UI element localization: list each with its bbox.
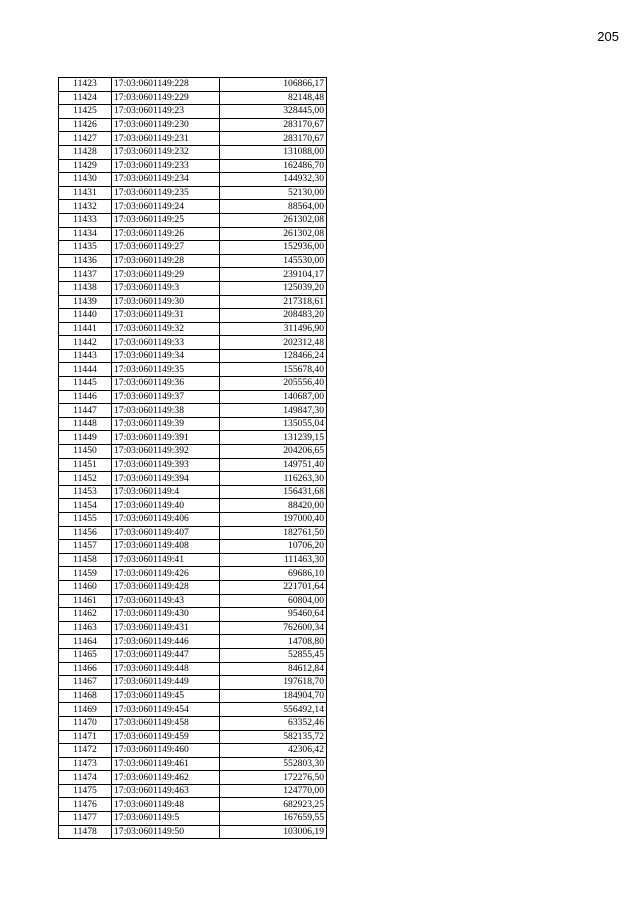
table-row: [59, 132, 327, 146]
row-number-cell: 11434: [59, 227, 112, 241]
cadastral-number-cell: 17:03:0601149:28: [112, 254, 220, 268]
cadastral-value-cell: 221701,64: [220, 580, 327, 594]
row-number-cell: 11464: [59, 635, 112, 649]
row-number-cell: 11451: [59, 458, 112, 472]
table-row: [59, 635, 327, 649]
cadastral-value-cell: 144932,30: [220, 173, 327, 187]
table-row: [59, 349, 327, 363]
cadastral-value-cell: 197000,40: [220, 513, 327, 527]
cadastral-value-cell: 556492,14: [220, 703, 327, 717]
cadastral-number-cell: 17:03:0601149:27: [112, 241, 220, 255]
cadastral-value-cell: 52855,45: [220, 648, 327, 662]
row-number-cell: 11477: [59, 812, 112, 826]
cadastral-number-cell: 17:03:0601149:463: [112, 784, 220, 798]
cadastral-value-cell: 328445,00: [220, 105, 327, 119]
row-number-cell: 11447: [59, 404, 112, 418]
cadastral-value-cell: 88564,00: [220, 200, 327, 214]
cadastral-number-cell: 17:03:0601149:234: [112, 173, 220, 187]
table-row: [59, 771, 327, 785]
cadastral-value-cell: 14708,80: [220, 635, 327, 649]
table-row: [59, 567, 327, 581]
cadastral-number-cell: 17:03:0601149:392: [112, 445, 220, 459]
cadastral-value-cell: 124770,00: [220, 784, 327, 798]
table-row: [59, 594, 327, 608]
row-number-cell: 11435: [59, 241, 112, 255]
cadastral-value-cell: 155678,40: [220, 363, 327, 377]
cadastral-number-cell: 17:03:0601149:35: [112, 363, 220, 377]
row-number-cell: 11450: [59, 445, 112, 459]
cadastral-number-cell: 17:03:0601149:30: [112, 295, 220, 309]
cadastral-number-cell: 17:03:0601149:233: [112, 159, 220, 173]
row-number-cell: 11445: [59, 377, 112, 391]
cadastral-number-cell: 17:03:0601149:460: [112, 744, 220, 758]
table-row: [59, 553, 327, 567]
cadastral-number-cell: 17:03:0601149:431: [112, 621, 220, 635]
table-row: [59, 757, 327, 771]
row-number-cell: 11431: [59, 186, 112, 200]
row-number-cell: 11470: [59, 716, 112, 730]
cadastral-number-cell: 17:03:0601149:407: [112, 526, 220, 540]
cadastral-value-cell: 182761,50: [220, 526, 327, 540]
row-number-cell: 11436: [59, 254, 112, 268]
cadastral-value-cell: 184904,70: [220, 689, 327, 703]
cadastral-value-table: [58, 77, 327, 839]
table-row: [59, 703, 327, 717]
cadastral-number-cell: 17:03:0601149:232: [112, 145, 220, 159]
cadastral-number-cell: 17:03:0601149:5: [112, 812, 220, 826]
cadastral-number-cell: 17:03:0601149:48: [112, 798, 220, 812]
row-number-cell: 11475: [59, 784, 112, 798]
cadastral-number-cell: 17:03:0601149:231: [112, 132, 220, 146]
table-row: [59, 689, 327, 703]
cadastral-number-cell: 17:03:0601149:31: [112, 309, 220, 323]
cadastral-value-cell: 239104,17: [220, 268, 327, 282]
row-number-cell: 11463: [59, 621, 112, 635]
table-row: [59, 118, 327, 132]
cadastral-number-cell: 17:03:0601149:29: [112, 268, 220, 282]
table-row: [59, 812, 327, 826]
cadastral-value-cell: 167659,55: [220, 812, 327, 826]
table-row: [59, 621, 327, 635]
cadastral-value-cell: 140687,00: [220, 390, 327, 404]
cadastral-number-cell: 17:03:0601149:26: [112, 227, 220, 241]
cadastral-value-cell: 149751,40: [220, 458, 327, 472]
cadastral-value-cell: 111463,30: [220, 553, 327, 567]
cadastral-value-cell: 125039,20: [220, 281, 327, 295]
cadastral-number-cell: 17:03:0601149:38: [112, 404, 220, 418]
table-row: [59, 431, 327, 445]
cadastral-number-cell: 17:03:0601149:23: [112, 105, 220, 119]
row-number-cell: 11430: [59, 173, 112, 187]
cadastral-value-cell: 128466,24: [220, 349, 327, 363]
row-number-cell: 11444: [59, 363, 112, 377]
row-number-cell: 11424: [59, 91, 112, 105]
cadastral-value-cell: 261302,08: [220, 227, 327, 241]
table-row: [59, 281, 327, 295]
table-row: [59, 91, 327, 105]
cadastral-number-cell: 17:03:0601149:461: [112, 757, 220, 771]
table-row: [59, 309, 327, 323]
cadastral-number-cell: 17:03:0601149:50: [112, 825, 220, 839]
cadastral-value-cell: 283170,67: [220, 132, 327, 146]
row-number-cell: 11467: [59, 676, 112, 690]
cadastral-value-cell: 69686,10: [220, 567, 327, 581]
table-row: [59, 159, 327, 173]
row-number-cell: 11460: [59, 580, 112, 594]
row-number-cell: 11439: [59, 295, 112, 309]
cadastral-value-cell: 103006,19: [220, 825, 327, 839]
row-number-cell: 11423: [59, 78, 112, 92]
table-row: [59, 716, 327, 730]
cadastral-value-cell: 197618,70: [220, 676, 327, 690]
cadastral-value-cell: 106866,17: [220, 78, 327, 92]
table-row: [59, 580, 327, 594]
cadastral-value-cell: 311496,90: [220, 322, 327, 336]
table-row: [59, 336, 327, 350]
row-number-cell: 11474: [59, 771, 112, 785]
cadastral-value-cell: 95460,64: [220, 608, 327, 622]
cadastral-number-cell: 17:03:0601149:33: [112, 336, 220, 350]
table-row: [59, 213, 327, 227]
table-row: [59, 254, 327, 268]
row-number-cell: 11466: [59, 662, 112, 676]
cadastral-value-cell: 145530,00: [220, 254, 327, 268]
table-row: [59, 513, 327, 527]
table-row: [59, 608, 327, 622]
cadastral-value-cell: 10706,20: [220, 540, 327, 554]
cadastral-number-cell: 17:03:0601149:406: [112, 513, 220, 527]
table-row: [59, 200, 327, 214]
row-number-cell: 11465: [59, 648, 112, 662]
row-number-cell: 11473: [59, 757, 112, 771]
row-number-cell: 11449: [59, 431, 112, 445]
cadastral-number-cell: 17:03:0601149:428: [112, 580, 220, 594]
cadastral-value-cell: 131088,00: [220, 145, 327, 159]
table-row: [59, 458, 327, 472]
cadastral-value-cell: 172276,50: [220, 771, 327, 785]
cadastral-value-cell: 682923,25: [220, 798, 327, 812]
cadastral-number-cell: 17:03:0601149:34: [112, 349, 220, 363]
cadastral-number-cell: 17:03:0601149:32: [112, 322, 220, 336]
cadastral-number-cell: 17:03:0601149:462: [112, 771, 220, 785]
cadastral-number-cell: 17:03:0601149:45: [112, 689, 220, 703]
cadastral-value-cell: 582135,72: [220, 730, 327, 744]
cadastral-number-cell: 17:03:0601149:43: [112, 594, 220, 608]
row-number-cell: 11427: [59, 132, 112, 146]
cadastral-number-cell: 17:03:0601149:430: [112, 608, 220, 622]
table-row: [59, 540, 327, 554]
row-number-cell: 11437: [59, 268, 112, 282]
table-row: [59, 377, 327, 391]
row-number-cell: 11457: [59, 540, 112, 554]
cadastral-number-cell: 17:03:0601149:25: [112, 213, 220, 227]
cadastral-value-cell: 88420,00: [220, 499, 327, 513]
table-row: [59, 322, 327, 336]
table-body: [59, 78, 327, 839]
table-row: [59, 417, 327, 431]
table-row: [59, 798, 327, 812]
cadastral-value-cell: 63352,46: [220, 716, 327, 730]
cadastral-value-cell: 116263,30: [220, 472, 327, 486]
row-number-cell: 11448: [59, 417, 112, 431]
cadastral-value-cell: 762600,34: [220, 621, 327, 635]
row-number-cell: 11468: [59, 689, 112, 703]
row-number-cell: 11452: [59, 472, 112, 486]
cadastral-number-cell: 17:03:0601149:446: [112, 635, 220, 649]
cadastral-value-cell: 204206,65: [220, 445, 327, 459]
cadastral-number-cell: 17:03:0601149:408: [112, 540, 220, 554]
cadastral-value-cell: 82148,48: [220, 91, 327, 105]
table-row: [59, 648, 327, 662]
row-number-cell: 11462: [59, 608, 112, 622]
row-number-cell: 11425: [59, 105, 112, 119]
table-row: [59, 784, 327, 798]
table-row: [59, 145, 327, 159]
cadastral-number-cell: 17:03:0601149:40: [112, 499, 220, 513]
cadastral-value-cell: 261302,08: [220, 213, 327, 227]
cadastral-number-cell: 17:03:0601149:454: [112, 703, 220, 717]
cadastral-value-cell: 162486,70: [220, 159, 327, 173]
page-number: 205: [597, 29, 619, 44]
cadastral-number-cell: 17:03:0601149:229: [112, 91, 220, 105]
table-row: [59, 173, 327, 187]
cadastral-number-cell: 17:03:0601149:394: [112, 472, 220, 486]
table-row: [59, 268, 327, 282]
cadastral-value-cell: 552803,30: [220, 757, 327, 771]
cadastral-value-cell: 52130,00: [220, 186, 327, 200]
row-number-cell: 11440: [59, 309, 112, 323]
row-number-cell: 11455: [59, 513, 112, 527]
cadastral-number-cell: 17:03:0601149:41: [112, 553, 220, 567]
row-number-cell: 11453: [59, 485, 112, 499]
cadastral-value-cell: 156431,68: [220, 485, 327, 499]
row-number-cell: 11472: [59, 744, 112, 758]
cadastral-number-cell: 17:03:0601149:459: [112, 730, 220, 744]
cadastral-value-cell: 149847,30: [220, 404, 327, 418]
cadastral-value-cell: 217318,61: [220, 295, 327, 309]
row-number-cell: 11476: [59, 798, 112, 812]
cadastral-value-cell: 131239,15: [220, 431, 327, 445]
row-number-cell: 11432: [59, 200, 112, 214]
table-row: [59, 78, 327, 92]
cadastral-number-cell: 17:03:0601149:447: [112, 648, 220, 662]
row-number-cell: 11458: [59, 553, 112, 567]
table-row: [59, 404, 327, 418]
cadastral-value-cell: 152936,00: [220, 241, 327, 255]
cadastral-value-cell: 135055,04: [220, 417, 327, 431]
cadastral-number-cell: 17:03:0601149:393: [112, 458, 220, 472]
row-number-cell: 11438: [59, 281, 112, 295]
row-number-cell: 11471: [59, 730, 112, 744]
table-row: [59, 472, 327, 486]
table-row: [59, 485, 327, 499]
cadastral-number-cell: 17:03:0601149:458: [112, 716, 220, 730]
row-number-cell: 11429: [59, 159, 112, 173]
cadastral-number-cell: 17:03:0601149:3: [112, 281, 220, 295]
row-number-cell: 11428: [59, 145, 112, 159]
cadastral-number-cell: 17:03:0601149:391: [112, 431, 220, 445]
row-number-cell: 11478: [59, 825, 112, 839]
cadastral-number-cell: 17:03:0601149:449: [112, 676, 220, 690]
cadastral-value-cell: 283170,67: [220, 118, 327, 132]
cadastral-value-cell: 84612,84: [220, 662, 327, 676]
table-row: [59, 363, 327, 377]
table-row: [59, 730, 327, 744]
cadastral-value-cell: 42306,42: [220, 744, 327, 758]
table-row: [59, 744, 327, 758]
cadastral-value-cell: 208483,20: [220, 309, 327, 323]
row-number-cell: 11469: [59, 703, 112, 717]
table-row: [59, 825, 327, 839]
cadastral-number-cell: 17:03:0601149:228: [112, 78, 220, 92]
cadastral-number-cell: 17:03:0601149:36: [112, 377, 220, 391]
cadastral-number-cell: 17:03:0601149:426: [112, 567, 220, 581]
cadastral-number-cell: 17:03:0601149:37: [112, 390, 220, 404]
row-number-cell: 11426: [59, 118, 112, 132]
table-row: [59, 526, 327, 540]
cadastral-number-cell: 17:03:0601149:235: [112, 186, 220, 200]
table-row: [59, 499, 327, 513]
table-row: [59, 295, 327, 309]
table-row: [59, 676, 327, 690]
row-number-cell: 11461: [59, 594, 112, 608]
cadastral-number-cell: 17:03:0601149:39: [112, 417, 220, 431]
row-number-cell: 11441: [59, 322, 112, 336]
table-row: [59, 105, 327, 119]
cadastral-value-cell: 60804,00: [220, 594, 327, 608]
table-row: [59, 186, 327, 200]
row-number-cell: 11456: [59, 526, 112, 540]
table-row: [59, 445, 327, 459]
row-number-cell: 11446: [59, 390, 112, 404]
cadastral-number-cell: 17:03:0601149:448: [112, 662, 220, 676]
cadastral-number-cell: 17:03:0601149:24: [112, 200, 220, 214]
table-row: [59, 390, 327, 404]
cadastral-value-cell: 202312,48: [220, 336, 327, 350]
row-number-cell: 11454: [59, 499, 112, 513]
row-number-cell: 11442: [59, 336, 112, 350]
table-row: [59, 241, 327, 255]
cadastral-number-cell: 17:03:0601149:230: [112, 118, 220, 132]
cadastral-number-cell: 17:03:0601149:4: [112, 485, 220, 499]
row-number-cell: 11459: [59, 567, 112, 581]
row-number-cell: 11433: [59, 213, 112, 227]
table-row: [59, 662, 327, 676]
row-number-cell: 11443: [59, 349, 112, 363]
table-row: [59, 227, 327, 241]
cadastral-value-cell: 205556,40: [220, 377, 327, 391]
